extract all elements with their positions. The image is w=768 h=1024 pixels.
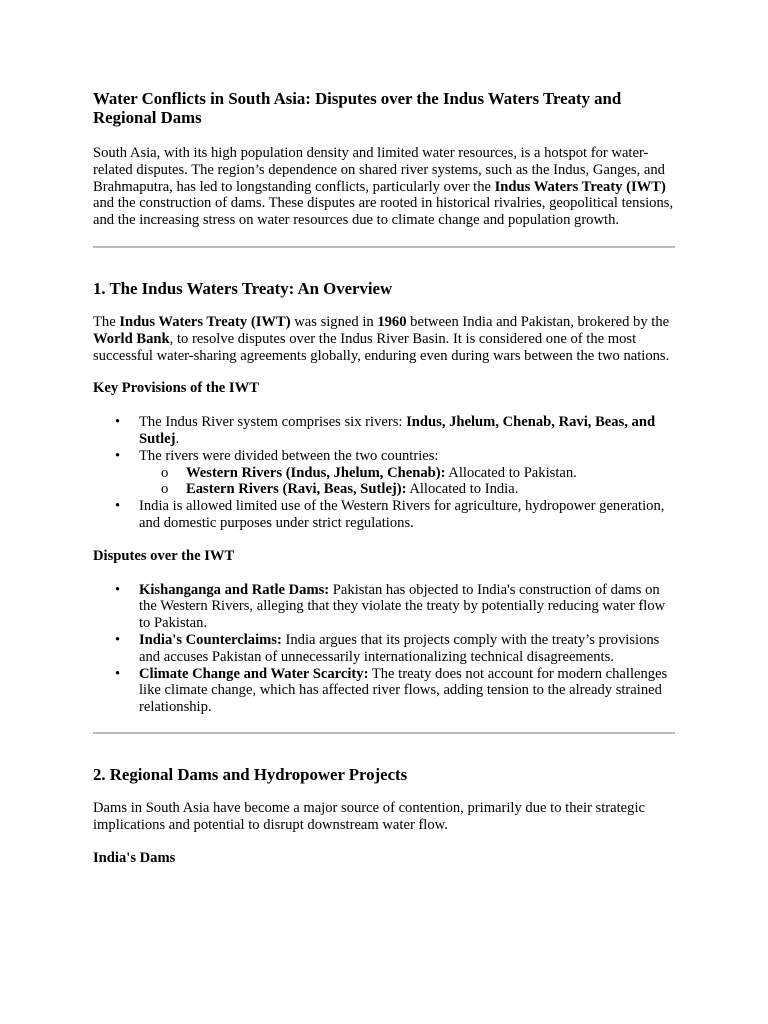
section-1-heading: 1. The Indus Waters Treaty: An Overview: [93, 278, 393, 298]
bold-text: Indus Waters Treaty (IWT): [119, 313, 291, 330]
text-run: between India and Pakistan, brokered by the: [406, 313, 670, 330]
section-divider: [93, 732, 675, 734]
bold-text: Kishanganga and Ratle Dams:: [139, 581, 330, 598]
text-run: The: [93, 313, 120, 330]
bold-text: World Bank: [93, 330, 170, 347]
text-run: was signed in: [290, 313, 378, 330]
list-item: [93, 582, 675, 632]
text-run: India is allowed limited use of the Western Rivers for agriculture, hydropower generation, and domestic purposes under strict regulations.: [139, 498, 665, 531]
text-run: .: [175, 430, 180, 447]
intro-paragraph: [93, 145, 675, 229]
section-2-paragraph: [93, 800, 675, 834]
text-run: The treaty does not account for modern challenges like climate change, which has affected river flows, adding tension to the already strained relationship.: [139, 665, 668, 716]
india-dams-heading: India's Dams: [93, 849, 176, 866]
bold-text: Climate Change and Water Scarcity:: [139, 665, 369, 682]
list-item-text: [139, 448, 438, 464]
list-item: [93, 414, 675, 448]
bold-text: Western Rivers (Indus, Jhelum, Chenab):: [186, 464, 446, 481]
text-run: Allocated to India.: [406, 481, 519, 498]
text-run: Allocated to Pakistan.: [445, 464, 577, 481]
text-run: and the construction of dams. These disputes are rooted in historical rivalries, geopolitical tensions, and the increasing stress on water resources due to climate change and population growth.: [93, 195, 674, 229]
list-item-text: [139, 666, 667, 716]
list-item-text: [139, 632, 659, 665]
disputes-heading: Disputes over the IWT: [93, 547, 235, 564]
text-run: Pakistan has objected to India's construction of dams on the Western Rivers, alleging that they violate the treaty by potentially reducing water flow to Pakistan.: [139, 581, 666, 632]
list-item: [93, 448, 675, 498]
list-item: [93, 632, 675, 666]
list-item-text: [139, 414, 655, 447]
text-run: Dams in South Asia have become a major source of contention, primarily due to their strategic implications and potential to disrupt downstream water flow.: [93, 799, 645, 833]
section-divider: [93, 246, 675, 248]
bold-text: Eastern Rivers (Ravi, Beas, Sutlej):: [186, 481, 407, 498]
list-item: [93, 666, 675, 716]
document-title: Water Conflicts in South Asia: Disputes over the Indus Waters Treaty and Regional Dams: [93, 89, 622, 127]
sublist-item: [139, 481, 675, 498]
sublist-item-text: [186, 465, 577, 481]
list-item-text: [139, 498, 664, 531]
river-allocation-sublist: [139, 465, 675, 499]
text-run: The Indus River system comprises six rivers:: [139, 414, 407, 431]
sublist-item-text: [186, 481, 518, 497]
text-run: South Asia, with its high population density and limited water resources, is a hotspot for water-related disputes. The region’s dependence on shared river systems, such as the Indus, Ganges, and Brahmaputra, has led to longstanding conflicts, particularly over the: [93, 145, 665, 195]
list-item-text: [139, 582, 665, 632]
bold-text: 1960: [377, 313, 407, 330]
bold-text: Indus Waters Treaty (IWT): [494, 178, 666, 195]
bold-text: Indus, Jhelum, Chenab, Ravi, Beas, and Sutlej: [139, 414, 656, 447]
text-run: India argues that its projects comply with the treaty’s provisions and accuses Pakistan of unnecessarily internationalizing technical disagreements.: [139, 631, 660, 665]
text-run: , to resolve disputes over the Indus River Basin. It is considered one of the most successful water-sharing agreements globally, enduring even during wars between the two nations.: [93, 330, 670, 364]
document-body: [93, 89, 675, 866]
list-item: [93, 498, 675, 532]
sublist-item: [139, 465, 675, 482]
text-run: The rivers were divided between the two countries:: [139, 447, 439, 464]
section-2-heading: 2. Regional Dams and Hydropower Projects: [93, 764, 408, 784]
section-1-paragraph: [93, 314, 675, 364]
disputes-list: [93, 582, 675, 716]
bold-text: India's Counterclaims:: [139, 631, 282, 648]
key-provisions-heading: Key Provisions of the IWT: [93, 380, 259, 397]
key-provisions-list: [93, 414, 675, 532]
